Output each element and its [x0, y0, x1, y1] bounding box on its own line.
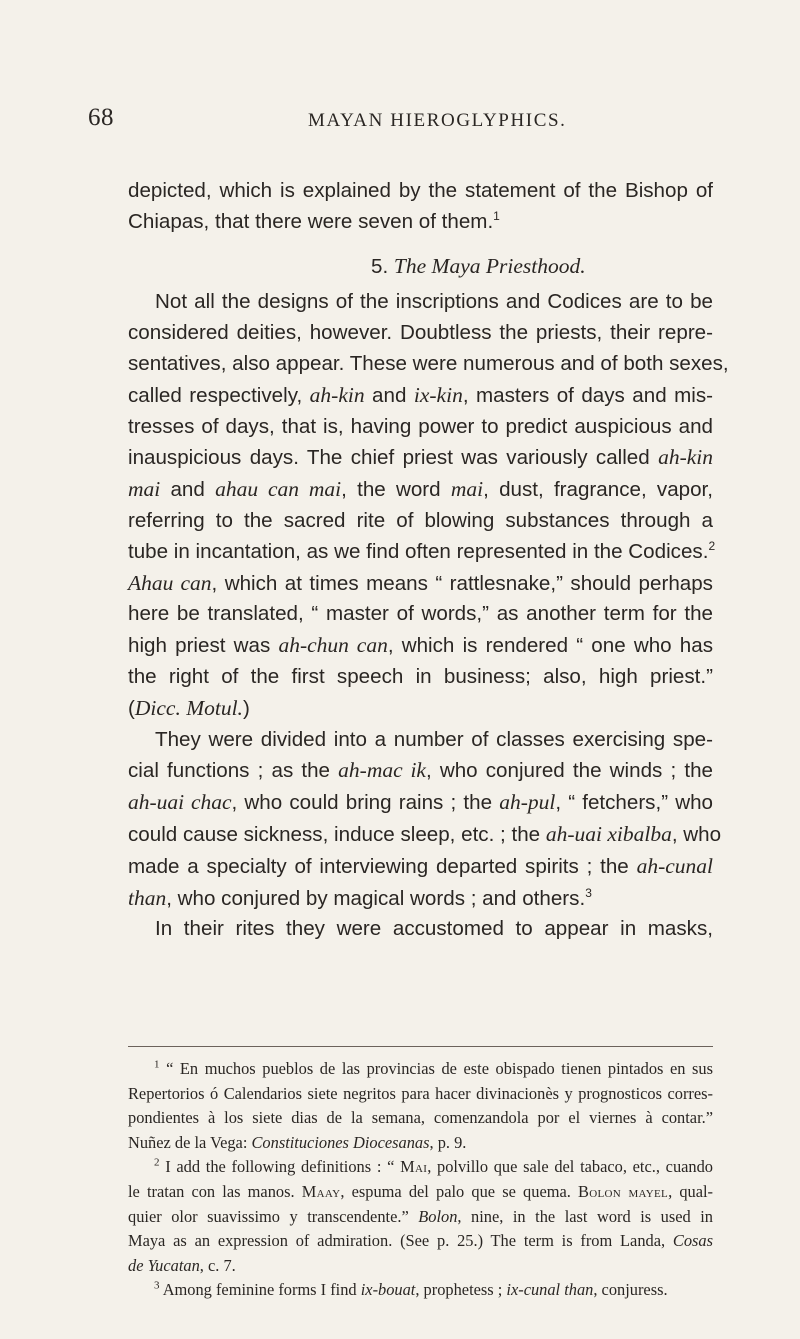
section-title: The Maya Priesthood. — [393, 253, 586, 278]
footnote-line: $^1$ “ En muchos pueblos de las provincias de este obispado tienen pintados en sus — [154, 1058, 713, 1078]
footnote-line: le tratan con las manos. Maay, espuma del palo que se quema. Bolon mayel, qual- — [128, 1181, 714, 1201]
text-line: mai and ahau can mai, the word mai, dust, fragrance, vapor, — [128, 477, 714, 502]
text-line: Not all the designs of the inscriptions and Codices are to be — [155, 290, 713, 314]
text-line: In their rites they were accustomed to appear in masks, — [155, 917, 713, 941]
text-line: called respectively, ah-kin and ix-kin, masters of days and mis- — [128, 382, 713, 407]
footnote-mark: 2 — [154, 1156, 160, 1169]
text-line: tube in incantation, as we find often represented in the Codices.$^2$ — [128, 538, 716, 563]
text-line: considered deities, however. Doubtless the priests, their repre- — [128, 321, 713, 345]
text-line: the right of the first speech in business; also, high priest.” — [128, 664, 713, 688]
footnote-mark: 3 — [154, 1279, 160, 1292]
text-line: cial functions ; as the ah-mac ik, who conjured the winds ; the — [128, 758, 713, 783]
footnotes — [128, 1057, 713, 1303]
page-number: 68 — [88, 104, 114, 131]
footnote-line: $^3$ Among feminine forms I find ix-bouat, prophetess ; ix-cunal than, conjuress. — [154, 1279, 668, 1300]
footnote-line: pondientes à los siete dias de la semana, comenzandola por el viernes à contar.” — [128, 1108, 713, 1128]
text-line: inauspicious days. The chief priest was variously called ah-kin — [128, 445, 713, 470]
text-line: Chiapas, that there were seven of them.$^1$ — [128, 208, 500, 233]
text-line: tresses of days, that is, having power to predict auspicious and — [128, 414, 713, 438]
text-line: referring to the sacred rite of blowing substances through a — [128, 508, 713, 532]
footnote-mark: 1 — [154, 1058, 160, 1071]
text-line: here be translated, “ master of words,” as another term for the — [128, 602, 713, 626]
footnote-line: Nuñez de la Vega: Constituciones Diocesanas, p. 9. — [128, 1132, 467, 1152]
section-number: 5. — [371, 254, 389, 278]
text-line: They were divided into a number of classes exercising spe- — [155, 727, 713, 751]
text-line: sentatives, also appear. These were numerous and of both sexes, — [128, 351, 729, 375]
text-line: made a specialty of interviewing departed spirits ; the ah-cunal — [128, 853, 713, 878]
footnote-divider — [128, 1046, 713, 1047]
text-line: could cause sickness, induce sleep, etc. ; the ah-uai xibalba, who — [128, 821, 722, 846]
footnote-line: quier olor suavissimo y transcendente.” Bolon, nine, in the last word is used in — [128, 1206, 713, 1226]
text-line: (Dicc. Motul.) — [128, 695, 250, 720]
footnote-line: Maya as an expression of admiration. (See p. 25.) The term is from Landa, Cosas — [128, 1231, 713, 1251]
footnote-ref: 3 — [585, 885, 592, 900]
text-line: depicted, which is explained by the statement of the Bishop of — [128, 179, 713, 202]
text-line: ah-uai chac, who could bring rains ; the ah-pul, “ fetchers,” who — [128, 790, 714, 815]
main-text — [128, 176, 729, 945]
footnote-line: de Yucatan, c. 7. — [128, 1255, 236, 1275]
footnote-line: $^2$ I add the following definitions : “ Mai, polvillo que sale del tabaco, etc., cuando — [154, 1156, 714, 1177]
section-heading — [128, 251, 713, 283]
running-head: MAYAN HIEROGLYPHICS. — [308, 110, 567, 131]
text-line: high priest was ah-chun can, which is rendered “ one who has — [128, 633, 714, 658]
footnote-line: Repertorios ó Calendarios siete negritos para hacer divinacionès y prognosticos corres- — [128, 1083, 713, 1103]
text-line: Ahau can, which at times means “ rattlesnake,” should perhaps — [128, 570, 713, 595]
footnote-ref: 2 — [708, 538, 716, 553]
footnote-ref: 1 — [493, 208, 500, 223]
text-line: than, who conjured by magical words ; and others.$^3$ — [128, 885, 592, 910]
